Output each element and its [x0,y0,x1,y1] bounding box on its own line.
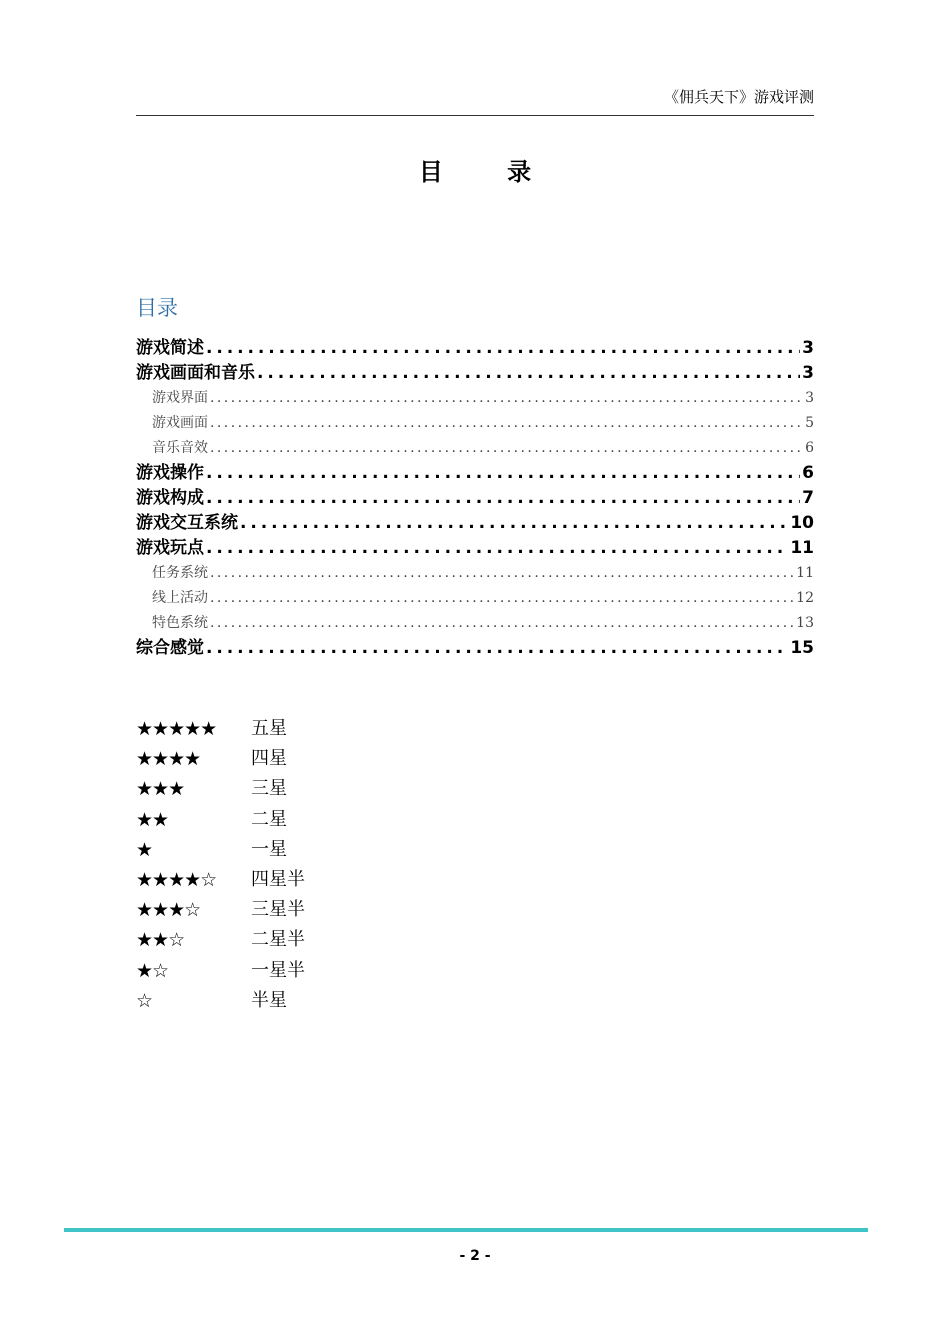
toc-entry-page: 15 [790,638,814,658]
toc-dot-leader [210,561,794,586]
toc-heading: 目录 [136,296,178,320]
star-rating-icon: ★★★★ [136,748,201,771]
rating-meaning: 一星半 [251,959,305,981]
footer-divider [64,1228,868,1232]
rating-legend-row [136,986,305,1016]
rating-meaning: 二星半 [251,929,305,951]
toc-dot-leader [206,636,788,661]
toc-dot-leader [240,511,788,536]
toc-entry-page: 3 [802,338,814,358]
toc-entry-page: 6 [802,463,814,483]
toc-entry-label: 游戏画面和音乐 [136,363,255,383]
toc-entry[interactable] [136,436,814,461]
toc-entry[interactable] [136,361,814,386]
toc-entry[interactable] [136,536,814,561]
rating-meaning: 四星半 [251,868,305,890]
rating-legend [136,714,305,1016]
toc-entry[interactable] [136,511,814,536]
toc-dot-leader [206,336,800,361]
toc-entry[interactable] [136,611,814,636]
page-title: 目 录 [418,157,560,186]
table-of-contents [136,336,814,661]
toc-entry-label: 游戏画面 [152,415,208,431]
toc-dot-leader [210,436,803,461]
rating-meaning: 一星 [251,838,287,860]
toc-entry[interactable] [136,411,814,436]
star-rating-icon: ★ [136,838,153,861]
toc-entry-page: 5 [805,415,814,431]
toc-dot-leader [257,361,800,386]
star-rating-icon: ★★ [136,808,169,831]
toc-entry-label: 游戏界面 [152,390,208,406]
star-rating-icon: ☆ [136,989,153,1012]
star-rating-icon: ★★★☆ [136,899,201,922]
star-rating-icon: ★★★★☆ [136,868,217,891]
toc-entry-label: 游戏构成 [136,488,204,508]
toc-dot-leader [210,411,803,436]
toc-entry-label: 综合感觉 [136,638,204,658]
rating-legend-row [136,925,305,955]
toc-entry-label: 特色系统 [152,615,208,631]
rating-meaning: 半星 [251,989,287,1011]
toc-entry-label: 音乐音效 [152,440,208,456]
toc-entry-label: 线上活动 [152,590,208,606]
header-title: 《佣兵天下》游戏评测 [663,88,814,106]
rating-legend-row [136,865,305,895]
toc-entry-page: 11 [796,565,814,581]
page-number: - 2 - [459,1248,491,1264]
toc-entry-page: 13 [796,615,814,631]
toc-entry-page: 3 [802,363,814,383]
toc-entry-page: 7 [802,488,814,508]
rating-legend-row [136,895,305,925]
rating-meaning: 三星 [251,778,287,800]
header-divider [136,115,814,116]
toc-entry[interactable] [136,336,814,361]
rating-meaning: 三星半 [251,899,305,921]
star-rating-icon: ★★★ [136,778,185,801]
star-rating-icon: ★☆ [136,959,169,982]
star-rating-icon: ★★★★★ [136,718,217,740]
toc-entry-label: 游戏操作 [136,463,204,483]
rating-legend-row [136,805,305,835]
toc-dot-leader [210,386,803,411]
toc-entry-label: 游戏玩点 [136,538,204,558]
rating-legend-row [136,774,305,804]
toc-dot-leader [206,536,788,561]
rating-meaning: 五星 [251,718,287,739]
toc-entry-label: 游戏交互系统 [136,513,238,533]
toc-entry[interactable] [136,461,814,486]
rating-legend-row [136,835,305,865]
toc-entry[interactable] [136,586,814,611]
toc-entry[interactable] [136,636,814,661]
rating-meaning: 四星 [251,748,287,770]
rating-meaning: 二星 [251,808,287,830]
toc-entry[interactable] [136,386,814,411]
rating-legend-row [136,744,305,774]
toc-dot-leader [210,586,794,611]
toc-entry-page: 3 [805,390,814,406]
toc-entry-page: 6 [805,440,814,456]
toc-dot-leader [206,486,800,511]
toc-entry[interactable] [136,561,814,586]
rating-legend-row [136,714,305,744]
toc-entry-page: 12 [796,590,814,606]
toc-dot-leader [206,461,800,486]
toc-entry-label: 任务系统 [152,565,208,581]
toc-entry-label: 游戏简述 [136,338,204,358]
toc-entry[interactable] [136,486,814,511]
star-rating-icon: ★★☆ [136,929,185,952]
toc-entry-page: 10 [790,513,814,533]
rating-legend-row [136,956,305,986]
toc-dot-leader [210,611,794,636]
toc-entry-page: 11 [790,538,814,558]
